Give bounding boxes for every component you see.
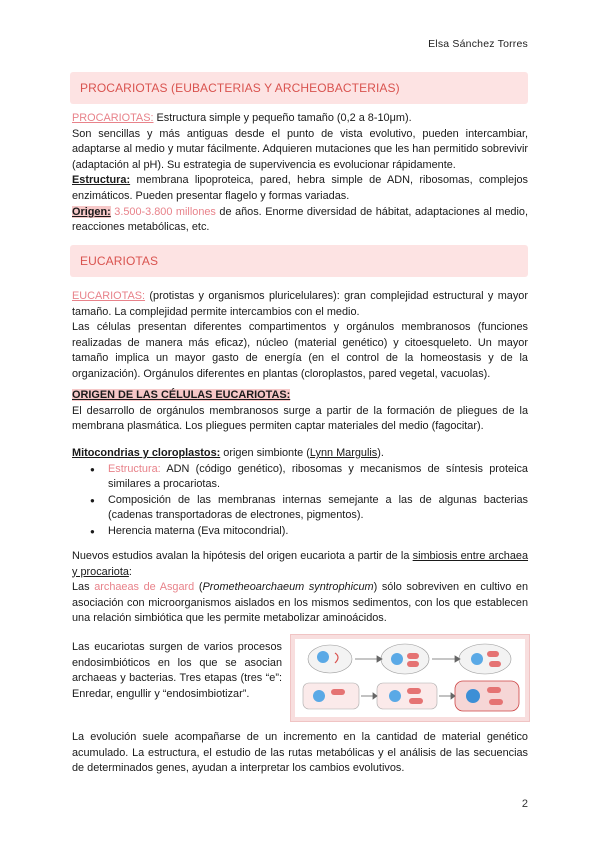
paragraph: PROCARIOTAS: Estructura simple y pequeño tamaño (0,2 a 8-10μm).: [72, 112, 412, 124]
paragraph: Las células presentan diferentes compartimentos y orgánulos membranosos (funciones realizadas de manera más eficaz), núcleo (material genético) y citoesqueleto. Un mayor tamaño implica un mayor gasto de energía (en el control de la homeostasis y de la organización). Orgánulos diferentes en plantas (cloroplastos, pared vegetal, vacuolas).: [72, 321, 528, 380]
stage-top-3: [459, 644, 511, 674]
procariotas-body: [72, 111, 528, 236]
asgard-section: [72, 549, 528, 627]
paragraph: EUCARIOTAS: (protistas y organismos pluricelulares): gran complejidad estructural y mayor tamaño. La complejidad permite intercambios con el medio.: [72, 290, 528, 318]
paragraph: Estructura: membrana lipoproteica, pared, hebra simple de ADN, ribosomas, complejos enzimáticos. Pueden presentar flagelo y formas variadas.: [72, 174, 528, 202]
stage-bottom-1: [303, 683, 359, 709]
species-name: Prometheoarchaeum syntrophicum: [202, 581, 374, 594]
endosymbiosis-diagram: [295, 639, 525, 717]
paragraph: Las eucariotas surgen de varios procesos endosimbióticos en los que se asocian archaeas y bacterias. Tres etapas (tres “e”: Enredar, engullir y “endosimbiotizar”.: [72, 641, 282, 700]
origen-value: 3.500-3.800 millones: [110, 205, 216, 218]
symbiosis-link: simbiosis entre archaea y procariota: [72, 550, 529, 578]
term-origen: Origen:: [72, 205, 111, 218]
author-link: Lynn Margulis: [309, 447, 378, 459]
section-banner-eucariotas: [70, 245, 528, 277]
endosymbiosis-figure: [290, 634, 530, 722]
paragraph: Nuevos estudios avalan la hipótesis del origen eucariota a partir de la simbiosis entre archaea y procariota:: [72, 550, 529, 578]
bullet-list: [72, 462, 528, 540]
term-estructura: Estructura:: [72, 174, 131, 187]
list-item: ● Composición de las membranas internas semejante a las de algunas bacterias (cadenas transportadoras de electrones, pigmentos).: [108, 493, 528, 524]
stage-bottom-3: [455, 681, 519, 711]
section-banner-procariotas: [70, 72, 528, 104]
stage-top-2: [381, 644, 429, 674]
page-number: 2: [521, 798, 528, 810]
term-asgard: archaeas de Asgard: [94, 581, 195, 594]
term-eucariotas: EUCARIOTAS:: [72, 290, 146, 302]
section-title: EUCARIOTAS: [80, 254, 159, 268]
term-mitocondrias: Mitocondrias y cloroplastos:: [72, 447, 221, 459]
paragraph: Las archaeas de Asgard (Prometheoarchaeum syntrophicum) sólo sobreviven en cultivo en asociación con microorganismos aislados en los mismos sedimentos, con los que establecen una relación simbiótica que les permite metabolizar aminoácidos.: [72, 581, 529, 625]
stage-bottom-2: [377, 683, 437, 709]
paragraph: Mitocondrias y cloroplastos: origen simbionte (Lynn Margulis).: [72, 447, 384, 459]
section-title: PROCARIOTAS (EUBACTERIAS Y ARCHEOBACTERIAS): [80, 81, 400, 95]
paragraph: Son sencillas y más antiguas desde el punto de vista evolutivo, pueden intercambiar, adaptarse al medio y mutar fácilmente. Adquieren mutaciones que les han permitido sobrevivir (adaptación al pH). Su estrategia de supervivencia es evolucionar rápidamente.: [72, 127, 528, 171]
origin-heading: ORIGEN DE LAS CÉLULAS EUCARIOTAS:: [72, 389, 291, 401]
stage-top-1: [308, 645, 352, 673]
paragraph: La evolución suele acompañarse de un incremento en la cantidad de material genético acumulado. La estructura, el estudio de las rutas metabólicas y el análisis de las secuencias de determinados genes, ayudan a interpretar los cambios evolutivos.: [72, 731, 528, 775]
author-name: Elsa Sánchez Torres: [428, 38, 528, 50]
origin-section: [72, 388, 528, 435]
list-item: ● Estructura: ADN (código genético), ribosomas y mecanismos de síntesis proteica similares a procariotas.: [108, 462, 528, 493]
evolution-text: [72, 730, 528, 777]
mitocondrias-section: [72, 446, 528, 540]
paragraph: El desarrollo de orgánulos membranosos surge a partir de la formación de pliegues de la membrana plasmática. Los pliegues permiten captar materiales del medio (fagocitar).: [72, 404, 528, 433]
endosymbiosis-text: [72, 640, 282, 702]
paragraph: Origen: 3.500-3.800 millones de años. Enorme diversidad de hábitat, adaptaciones al medio, reacciones metabólicas, etc.: [72, 205, 528, 234]
list-item: ● Herencia materna (Eva mitocondrial).: [108, 524, 528, 540]
term-procariotas: PROCARIOTAS:: [72, 112, 154, 124]
eucariotas-body: [72, 289, 528, 383]
